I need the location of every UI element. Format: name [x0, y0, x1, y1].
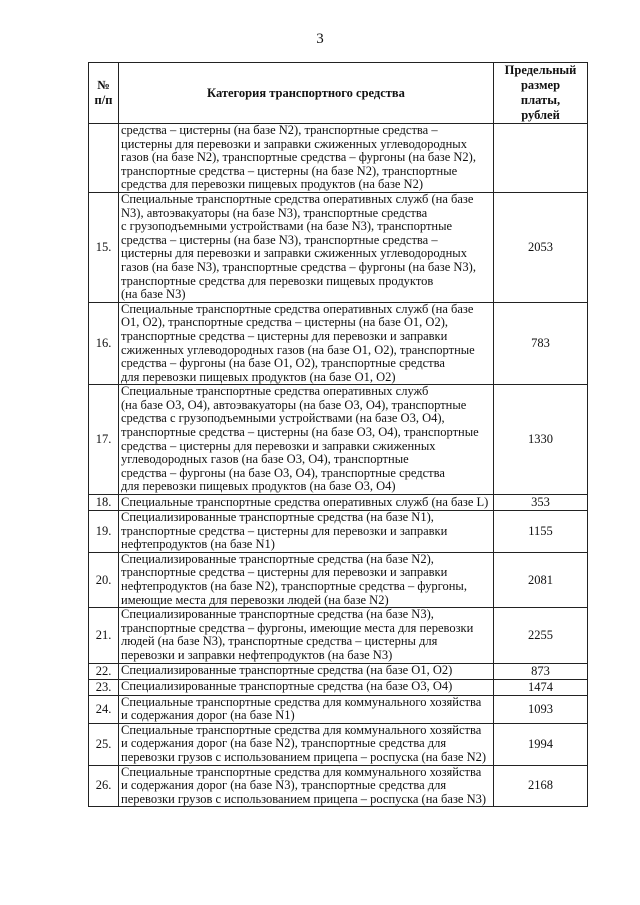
row-fee: 1994 — [494, 723, 588, 765]
row-number: 22. — [89, 663, 119, 679]
row-number: 15. — [89, 192, 119, 302]
category-text-line: транспортные средства – цистерны (на базе N2), транспортные — [121, 163, 458, 178]
category-text-line: перевозки и заправки нефтепродуктов (на базе N3) — [121, 647, 393, 662]
row-fee: 1474 — [494, 679, 588, 695]
category-text-line: (на базе N3) — [121, 287, 186, 302]
category-text-line: Специальные транспортные средства для коммунального хозяйства — [121, 764, 482, 779]
category-text-line: имеющие места для перевозки людей (на базе N2) — [121, 592, 389, 607]
row-category — [119, 663, 494, 679]
row-category — [119, 723, 494, 765]
category-text-line: Специализированные транспортные средства (на базе N3), — [121, 607, 434, 622]
row-category — [119, 302, 494, 385]
category-text-line: и содержания дорог (на базе N3), транспортные средства для — [121, 778, 447, 793]
category-text-line: углеводородных газов (на базе O3, O4), транспортные — [121, 452, 409, 467]
row-category — [119, 124, 494, 193]
row-fee: 2053 — [494, 192, 588, 302]
category-text-line: Специализированные транспортные средства (на базе N1), — [121, 510, 434, 525]
row-number: 18. — [89, 495, 119, 511]
row-category — [119, 608, 494, 663]
category-text-line: средства – цистерны (на базе N2), транспортные средства – — [121, 123, 438, 137]
row-number: 16. — [89, 302, 119, 385]
category-text-line: транспортные средства – фургоны, имеющие места для перевозки — [121, 620, 474, 635]
category-text-line: с грузоподъемными устройствами (на базе N3), транспортные — [121, 219, 453, 234]
row-fee: 2168 — [494, 765, 588, 807]
category-text-line: транспортные средства – цистерны (на базе O3, O4), транспортные — [121, 425, 479, 440]
category-text-line: нефтепродуктов (на базе N1) — [121, 537, 275, 552]
category-text-line: перевозки грузов с использованием прицепа – роспуска (на базе N3) — [121, 791, 487, 806]
row-number: 21. — [89, 608, 119, 663]
row-number: 23. — [89, 679, 119, 695]
table-body — [89, 124, 588, 807]
table-row — [89, 302, 588, 385]
category-text-line: средства – фургоны (на базе O1, O2), транспортные средства — [121, 356, 445, 371]
category-text-line: и содержания дорог (на базе N2), транспортные средства для — [121, 736, 447, 751]
table-row — [89, 663, 588, 679]
category-text-line: газов (на базе N2), транспортные средства – фургоны (на базе N2), — [121, 150, 476, 165]
header-num-line1: № — [97, 78, 110, 92]
category-text-line: транспортные средства – цистерны для перевозки и заправки — [121, 565, 448, 580]
row-fee: 1155 — [494, 511, 588, 553]
table-row — [89, 723, 588, 765]
row-category — [119, 765, 494, 807]
header-fee-line: Предельный — [504, 63, 577, 77]
category-text-line: людей (на базе N3), транспортные средства – цистерны для — [121, 634, 438, 649]
row-category — [119, 385, 494, 495]
row-fee: 1093 — [494, 695, 588, 723]
table-row — [89, 385, 588, 495]
table-header — [89, 63, 588, 124]
table-row — [89, 695, 588, 723]
category-text-line: перевозки грузов с использованием прицепа – роспуска (на базе N2) — [121, 749, 487, 764]
category-text-line: для перевозки пищевых продуктов (на базе O3, O4) — [121, 479, 396, 494]
row-number: 25. — [89, 723, 119, 765]
row-category — [119, 679, 494, 695]
category-text-line: цистерны для перевозки и заправки сжиженных углеводородных — [121, 136, 467, 151]
row-fee: 1330 — [494, 385, 588, 495]
category-text-line: средства для перевозки пищевых продуктов (на базе N2) — [121, 177, 423, 192]
header-num-line2: п/п — [94, 93, 113, 107]
row-number: 20. — [89, 552, 119, 607]
category-text-line: газов (на базе N3), транспортные средства – фургоны (на базе N3), — [121, 259, 476, 274]
category-text-line: Специальные транспортные средства оперативных служб — [121, 384, 429, 399]
row-fee: 2081 — [494, 552, 588, 607]
table-row — [89, 552, 588, 607]
category-text-line: Специализированные транспортные средства (на базе O3, O4) — [121, 679, 453, 694]
category-text-line: средства – фургоны (на базе O3, O4), транспортные средства — [121, 465, 445, 480]
vehicle-fee-table — [88, 62, 588, 807]
header-fee-line: рублей — [521, 108, 560, 122]
row-fee: 353 — [494, 495, 588, 511]
category-text-line: транспортные средства – цистерны для перевозки и заправки — [121, 328, 448, 343]
header-fee-line: размер — [520, 78, 561, 92]
category-text-line: Специальные транспортные средства оперативных служб (на базе L) — [121, 494, 489, 509]
category-text-line: нефтепродуктов (на базе N2), транспортные средства – фургоны, — [121, 579, 467, 593]
category-text-line: сжиженных углеводородных газов (на базе O1, O2), транспортные — [121, 342, 475, 357]
category-text-line: Специализированные транспортные средства (на базе N2), — [121, 551, 434, 566]
category-text-line: и содержания дорог (на базе N1) — [121, 708, 295, 723]
row-fee: 2255 — [494, 608, 588, 663]
category-text-line: (на базе O3, O4), автоэвакуаторы (на базе O3, O4), транспортные — [121, 397, 467, 412]
table-row — [89, 679, 588, 695]
table-row — [89, 608, 588, 663]
category-text-line: N3), автоэвакуаторы (на базе N3), транспортные средства — [121, 205, 428, 220]
category-text-line: O1, O2), транспортные средства – цистерны (на базе O1, O2), — [121, 315, 448, 330]
header-fee-line: платы, — [520, 93, 561, 107]
category-text-line: транспортные средства – цистерны для перевозки и заправки — [121, 523, 448, 538]
row-number: 26. — [89, 765, 119, 807]
header-num — [89, 63, 119, 124]
table-row — [89, 511, 588, 553]
category-text-line: Специальные транспортные средства для коммунального хозяйства — [121, 722, 482, 737]
category-text-line: средства – цистерны для перевозки и заправки сжиженных — [121, 438, 436, 453]
table-row — [89, 495, 588, 511]
category-text-line: транспортные средства для перевозки пищевых продуктов — [121, 273, 434, 288]
table-row — [89, 192, 588, 302]
category-text-line: Специальные транспортные средства оперативных служб (на базе — [121, 301, 474, 316]
category-text-line: для перевозки пищевых продуктов (на базе O1, O2) — [121, 369, 396, 384]
row-category — [119, 192, 494, 302]
row-fee — [494, 124, 588, 193]
category-text-line: цистерны для перевозки и заправки сжиженных углеводородных — [121, 246, 467, 261]
category-text-line: средства – цистерны (на базе N3), транспортные средства – — [121, 232, 438, 247]
category-text-line: средства с грузоподъемными устройствами (на базе O3, O4), — [121, 411, 445, 426]
table-row — [89, 124, 588, 193]
row-number — [89, 124, 119, 193]
row-number: 24. — [89, 695, 119, 723]
page-number: 3 — [316, 31, 324, 47]
category-text-line: Специальные транспортные средства для коммунального хозяйства — [121, 694, 482, 709]
category-text-line: Специальные транспортные средства оперативных служб (на базе — [121, 191, 474, 206]
row-category — [119, 511, 494, 553]
row-fee: 783 — [494, 302, 588, 385]
row-number: 17. — [89, 385, 119, 495]
header-category: Категория транспортного средства — [119, 63, 494, 124]
row-category — [119, 695, 494, 723]
row-fee: 873 — [494, 663, 588, 679]
row-number: 19. — [89, 511, 119, 553]
row-category — [119, 495, 494, 511]
header-fee — [494, 63, 588, 124]
table-row — [89, 765, 588, 807]
row-category — [119, 552, 494, 607]
category-text-line: Специализированные транспортные средства (на базе O1, O2) — [121, 663, 453, 678]
